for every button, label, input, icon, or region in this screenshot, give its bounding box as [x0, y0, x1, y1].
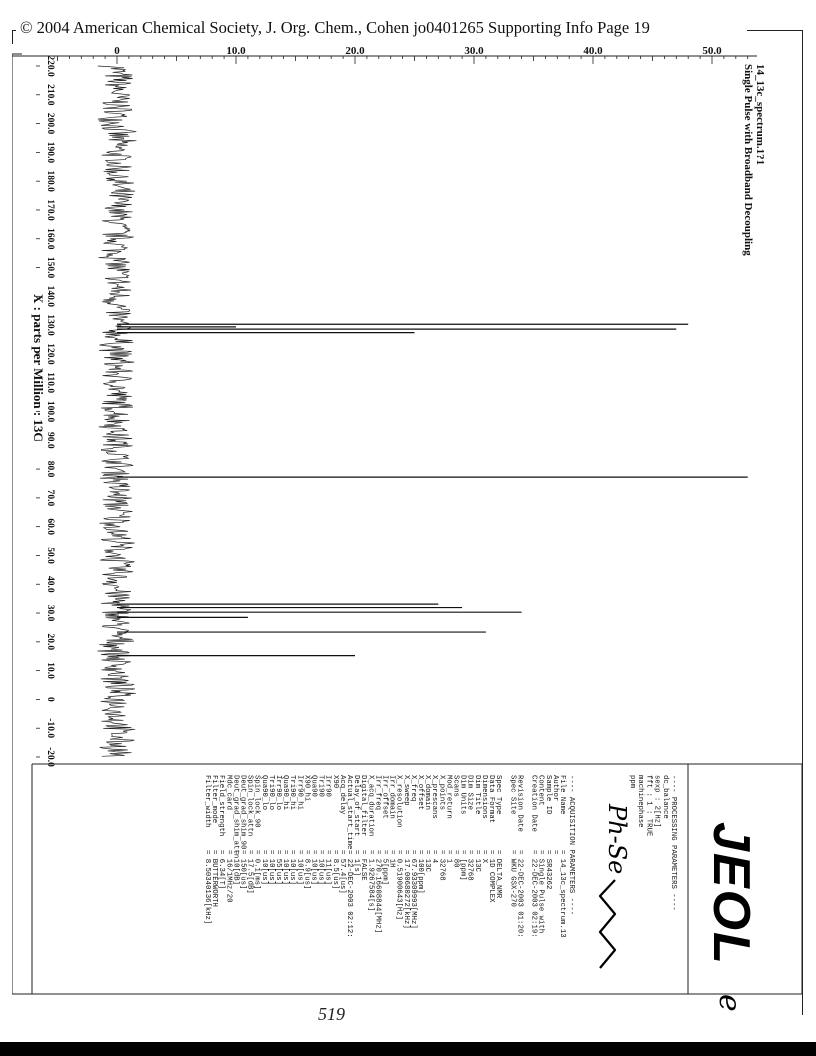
acq-param-key: Revision Date — [515, 775, 524, 832]
ppm-tick-label: 140.0 — [45, 285, 55, 307]
ppm-tick-label: 160.0 — [45, 228, 55, 250]
acq-param-key: Irr90 — [323, 775, 332, 797]
acq-param-value: = DELTA_NMR — [494, 850, 503, 899]
acq-param-key: Sample ID — [543, 775, 552, 815]
acq-param-key: Creation Date — [529, 775, 538, 832]
spectrum-title-line-2: Single Pulse with Broadband Decoupling — [742, 64, 754, 256]
processing-line: fft : 1 : TRUE — [644, 775, 653, 837]
acq-param-value: = SR43262 — [543, 850, 552, 890]
header-rule-left-tick — [12, 30, 13, 44]
ppm-tick-label: 100.0 — [45, 400, 55, 423]
jeol-logo-text: JEOL — [702, 822, 760, 966]
acq-param-key: Qua90_lo — [259, 775, 268, 811]
ppm-tick-label: 40.0 — [45, 575, 55, 593]
acq-param-key: X90_hi — [302, 775, 311, 802]
acq-param-value: = X — [479, 850, 488, 864]
acq-param-key: Actual_start_time — [345, 775, 353, 850]
page-header — [12, 18, 802, 42]
processing-line: sexp : 2[Hz] — [652, 775, 661, 828]
ppm-tick-label: 220.0 — [45, 55, 55, 77]
acq-param-value: = 8.5[us] — [330, 850, 339, 890]
intensity-tick-label: 40.0 — [583, 45, 603, 57]
acq-param-value: = 22-DEC-2003 02:19: — [529, 850, 538, 938]
ppm-tick-label: 110.0 — [45, 372, 55, 394]
acq-param-value: = 0.1[ms] — [252, 850, 261, 890]
processing-line: machinephase — [636, 775, 645, 828]
nmr-spectrum-chart — [12, 44, 803, 1016]
ppm-tick-label: 90.0 — [45, 431, 55, 449]
acq-param-key: Delay_of_start — [352, 775, 361, 837]
ppm-tick-label: 70.0 — [45, 489, 55, 507]
acq-param-value: = 67.93309993[MHz] — [408, 850, 417, 929]
acq-param-value: = [ppm] — [458, 850, 467, 881]
handwritten-chain — [600, 880, 615, 968]
jeol-logo-mark: ℯ — [713, 994, 746, 1012]
acq-param-value: = 17.5[dB] — [245, 850, 254, 894]
acq-param-value: = 10[us] — [295, 850, 304, 886]
intensity-tick-label: 0 — [114, 45, 120, 57]
acq-param-value: = 10[us] — [259, 850, 268, 886]
ppm-tick-label: 10.0 — [45, 662, 55, 679]
acq-param-value: = 11[us] — [323, 850, 332, 886]
acq-param-key: Spin_lock_90 — [252, 775, 261, 828]
ppm-tick-label: 50.0 — [45, 547, 55, 564]
acq-param-value: = 8.9[us] — [302, 850, 311, 890]
bottom-bar — [0, 1042, 816, 1056]
acq-param-key: Dim Title — [472, 775, 481, 815]
acq-param-value: = 17.00680272[kHz] — [401, 850, 410, 929]
acq-param-key: Spec Type — [494, 775, 503, 815]
acq-param-key: X_prescans — [430, 775, 439, 819]
spectrum-plot — [12, 45, 757, 767]
acq-param-value: = 5[ppm] — [380, 850, 389, 886]
intensity-tick-label: 30.0 — [464, 45, 484, 57]
acq-param-key: X_acq_duration — [366, 775, 375, 837]
acq-param-key: Author — [550, 775, 559, 802]
acq-param-key: X_points — [437, 775, 446, 811]
processing-line: ppm — [628, 775, 636, 789]
ppm-tick-label: 200.0 — [45, 112, 55, 135]
ppm-tick-label: 180.0 — [45, 170, 55, 192]
ppm-tick-label: 130.0 — [45, 314, 55, 336]
acq-param-value: = 150[us] — [238, 850, 247, 890]
ppm-tick-label: -20.0 — [45, 747, 55, 767]
acq-param-key: X_sweep — [401, 775, 410, 806]
acq-param-key: Tri90_hi — [288, 775, 297, 811]
ppm-tick-label: 150.0 — [45, 256, 55, 279]
acq-param-value: = 1D COMPLEX — [487, 850, 495, 903]
acq-param-value: = 22-DEC-2003 01:20: — [515, 850, 524, 938]
acq-param-value: = 13C — [423, 850, 432, 872]
ppm-tick-label: 210.0 — [45, 84, 55, 106]
acq-param-key: Dim Size — [465, 775, 474, 811]
acq-param-value: = 13C — [472, 850, 481, 872]
acq-param-value: = 10[us] — [309, 850, 318, 886]
acq-param-key: Digital_filter — [359, 775, 368, 837]
acq-param-value: = Single Pulse with — [536, 850, 545, 934]
acq-param-key: Filter_mode — [210, 775, 219, 824]
acq-param-value: = 22-DEC-2003 02:12: — [345, 850, 353, 938]
intensity-tick-label: 10.0 — [226, 45, 246, 57]
acq-param-value: = 1 — [444, 850, 453, 864]
ppm-tick-label: -10.0 — [45, 718, 55, 739]
acquisition-parameters — [203, 775, 575, 938]
spectrum-peaks — [117, 324, 748, 655]
processing-line: dc_balance — [660, 775, 669, 819]
ppm-tick-label: 30.0 — [45, 604, 55, 622]
acquisition-header: ---- ACQUISITION PARAMETERS ---- — [567, 775, 575, 916]
acq-param-value: = 10[us] — [266, 850, 275, 886]
acq-param-key: Acq_delay — [337, 775, 346, 815]
acq-param-value: = 6.34[T] — [217, 850, 226, 890]
acq-param-value: = 10[us] — [281, 850, 290, 886]
acq-param-key: Tri90_lo — [266, 775, 275, 811]
acq-param-value: = BUTTERWORTH — [210, 850, 219, 907]
header-text: © 2004 American Chemical Society, J. Org. Chem., Cohen jo0401265 Supporting Info Page 19 — [20, 18, 650, 37]
acq-param-key: Spec Site — [508, 775, 517, 815]
acq-param-value: = 1.9267584[s] — [366, 850, 375, 912]
acq-param-key: Qua90_hi — [281, 775, 290, 811]
acq-param-key: X_offset — [416, 775, 424, 811]
processing-line: ---- PROCESSING PARAMETERS ---- — [669, 775, 677, 911]
spectrum-sheet — [12, 44, 803, 1016]
acq-param-key: X90 — [330, 775, 339, 789]
acq-param-value: = 14_13c_spectrum.13 — [558, 850, 566, 938]
acq-param-value: = 10[us] — [316, 850, 325, 886]
acq-param-key: Scans — [451, 775, 460, 797]
acq-param-value: = 0.51900643[Hz] — [394, 850, 403, 921]
acq-param-value: = 32768 — [437, 850, 446, 881]
acq-param-key: X_resolution — [394, 775, 403, 828]
intensity-tick-label: 20.0 — [345, 45, 365, 57]
acq-param-key: Deut_grad_shim_90 — [238, 775, 247, 850]
acq-param-key: Dimensions — [479, 775, 488, 819]
acq-param-key: Spin_lock_attn — [245, 775, 254, 837]
acq-param-key: Irr_offset — [380, 775, 389, 819]
ppm-tick-label: 60.0 — [45, 518, 55, 536]
ppm-tick-label: 80.0 — [45, 460, 55, 478]
acq-param-value: = WKU GSX-270 — [508, 850, 517, 907]
baseline-noise — [98, 66, 137, 756]
acq-param-value: = 8.50340136[kHz] — [203, 850, 211, 925]
ppm-tick-label: 20.0 — [45, 633, 55, 651]
acq-param-key: Irr90_hi — [295, 775, 304, 811]
parameter-box — [32, 764, 802, 1012]
page-number: 519 — [318, 1004, 345, 1024]
jeol-logo — [702, 822, 760, 1012]
acq-param-key: X_freq — [408, 775, 417, 802]
intensity-axis — [12, 45, 757, 64]
acq-param-key: Tri90 — [316, 775, 325, 797]
acq-param-key: Dim Units — [458, 775, 467, 815]
acq-param-key: Field_strength — [217, 775, 226, 837]
acq-param-value: = 10[dB] — [231, 850, 240, 886]
acq-param-value: = 4 — [430, 850, 439, 864]
acq-param-key: Qua90 — [309, 775, 318, 797]
acq-param-key: Content — [536, 775, 545, 806]
intensity-tick-label: 50.0 — [702, 45, 722, 57]
ppm-tick-label: 0 — [45, 697, 55, 702]
acq-param-value: = 10[us] — [288, 850, 297, 886]
acq-param-value: = 1[s] — [352, 850, 361, 877]
acq-param-value: = 16/1MHz/20 — [224, 850, 233, 903]
x-axis-label: X : parts per Million : 13C — [31, 294, 46, 442]
acq-param-value: = — [550, 850, 559, 855]
acq-param-key: Data Format — [487, 775, 495, 824]
acq-param-key: X_domain — [423, 775, 432, 811]
acq-param-value: = 100[ppm] — [416, 850, 424, 894]
acq-param-key: Deut_grad_shim_attn — [231, 775, 240, 859]
acq-param-value: = 32768 — [465, 850, 474, 881]
acq-param-value: = 57.4[us] — [337, 850, 346, 894]
header-rule-right — [747, 30, 802, 31]
acq-param-key: Filter_width — [203, 775, 211, 828]
handwritten-structure — [600, 803, 631, 968]
acq-param-key: File Name — [558, 775, 566, 815]
acq-param-value: = 270.16608844[MHz] — [373, 850, 382, 934]
handwritten-ph-se: Ph-Se — [603, 804, 631, 875]
acq-param-key: Irr_freq — [373, 775, 382, 811]
ppm-tick-label: 190.0 — [45, 141, 55, 164]
noise-trace — [98, 66, 137, 756]
acq-param-key: Irr90_lo — [274, 775, 282, 811]
spectrum-title-line-1: 14_13c_spectrum.1?1 — [754, 64, 766, 166]
acq-param-key: Mod_return — [444, 775, 453, 819]
ppm-tick-label: 120.0 — [45, 343, 55, 365]
processing-parameters — [628, 775, 677, 911]
acq-param-value: = 1H — [387, 850, 396, 868]
acq-param-value: = FALSE — [359, 850, 368, 881]
acq-param-key: Irr_domain — [387, 775, 396, 819]
acq-param-value: = 80 — [451, 850, 460, 868]
ppm-tick-label: 170.0 — [45, 199, 55, 221]
acq-param-key: Mdc_card — [224, 775, 233, 811]
acq-param-value: = 55[us] — [274, 850, 282, 886]
